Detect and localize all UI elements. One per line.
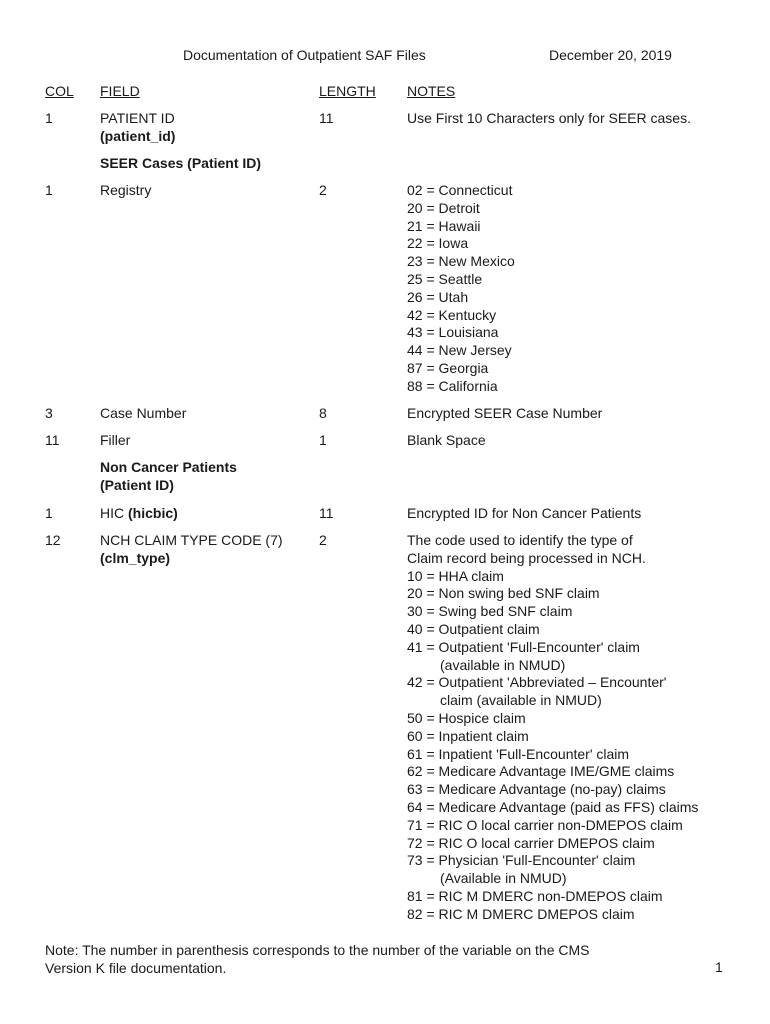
row-length: 2 xyxy=(319,182,327,198)
row-field xyxy=(100,505,178,523)
section-heading: SEER Cases (Patient ID) xyxy=(100,155,262,171)
row-col: 1 xyxy=(45,110,53,126)
footer-line: Note: The number in parenthesis corresponds to the number of the variable on the CMS xyxy=(45,942,590,958)
section-heading-line: Non Cancer Patients xyxy=(100,459,237,475)
field-variable: (hicbic) xyxy=(128,505,178,521)
note-line: 81 = RIC M DMERC non-DMEPOS claim xyxy=(407,887,663,904)
note-line: 73 = Physician 'Full-Encounter' claim xyxy=(407,852,636,869)
note-line: 40 = Outpatient claim xyxy=(407,620,540,637)
row-col: 11 xyxy=(45,432,60,448)
note-line: claim (available in NMUD) xyxy=(440,692,602,709)
note-line: 42 = Kentucky xyxy=(407,306,497,323)
row-length: 1 xyxy=(319,432,327,448)
note-line: (available in NMUD) xyxy=(440,656,566,673)
note-line: 22 = Iowa xyxy=(407,235,469,252)
row-notes xyxy=(407,182,515,396)
note-line: 87 = Georgia xyxy=(407,359,489,376)
note-line: 10 = HHA claim xyxy=(407,567,504,584)
note-line: 62 = Medicare Advantage IME/GME claims xyxy=(407,763,675,780)
row-length: 11 xyxy=(319,505,334,521)
footer-note xyxy=(45,941,590,977)
field-variable: (clm_type) xyxy=(100,549,171,566)
row-field: Registry xyxy=(100,182,152,198)
row-field xyxy=(100,532,283,568)
field-variable: (patient_id) xyxy=(100,127,176,144)
note-line: 88 = California xyxy=(407,377,498,394)
column-header-notes: NOTES xyxy=(407,83,456,99)
note-line: (Available in NMUD) xyxy=(440,870,567,887)
footer-line: Version K file documentation. xyxy=(45,960,227,976)
row-notes: Blank Space xyxy=(407,432,486,448)
row-field xyxy=(100,110,175,146)
note-line: 63 = Medicare Advantage (no-pay) claims xyxy=(407,781,666,798)
row-length: 8 xyxy=(319,405,327,421)
note-line: The code used to identify the type of xyxy=(407,532,633,548)
note-line: 25 = Seattle xyxy=(407,270,483,287)
row-field: Filler xyxy=(100,432,131,448)
row-length: 11 xyxy=(319,110,334,126)
note-line: 64 = Medicare Advantage (paid as FFS) claims xyxy=(407,798,699,815)
note-line: 20 = Non swing bed SNF claim xyxy=(407,585,600,602)
row-notes xyxy=(407,532,698,924)
field-name: HIC xyxy=(100,505,125,521)
note-line: 20 = Detroit xyxy=(407,199,480,216)
page-title: Documentation of Outpatient SAF Files xyxy=(183,47,426,63)
row-col: 12 xyxy=(45,532,61,548)
row-notes: Encrypted ID for Non Cancer Patients xyxy=(407,505,642,521)
column-header-field: FIELD xyxy=(100,83,140,99)
note-line: 23 = New Mexico xyxy=(407,253,515,270)
row-field: Case Number xyxy=(100,405,187,421)
note-line: 26 = Utah xyxy=(407,288,469,305)
column-header-length: LENGTH xyxy=(319,83,376,99)
note-line: 41 = Outpatient 'Full-Encounter' claim xyxy=(407,638,640,655)
row-col: 1 xyxy=(45,505,53,521)
note-line: 44 = New Jersey xyxy=(407,342,512,359)
note-line: 72 = RIC O local carrier DMEPOS claim xyxy=(407,834,655,851)
note-line: 43 = Louisiana xyxy=(407,324,499,341)
row-length: 2 xyxy=(319,532,327,548)
row-col: 1 xyxy=(45,182,53,198)
note-line: 42 = Outpatient 'Abbreviated – Encounter' xyxy=(407,674,667,691)
section-heading xyxy=(100,459,237,495)
note-line: 02 = Connecticut xyxy=(407,182,513,198)
note-line: Claim record being processed in NCH. xyxy=(407,549,646,566)
row-notes: Use First 10 Characters only for SEER cases. xyxy=(407,110,691,126)
note-line: 21 = Hawaii xyxy=(407,217,481,234)
note-line: 50 = Hospice claim xyxy=(407,709,526,726)
page-number: 1 xyxy=(715,959,723,975)
section-heading-line: (Patient ID) xyxy=(100,476,174,493)
note-line: 61 = Inpatient 'Full-Encounter' claim xyxy=(407,745,630,762)
note-line: 82 = RIC M DMERC DMEPOS claim xyxy=(407,905,635,922)
note-line: 71 = RIC O local carrier non-DMEPOS claim xyxy=(407,816,683,833)
note-line: 60 = Inpatient claim xyxy=(407,727,529,744)
field-name: PATIENT ID xyxy=(100,110,175,126)
document-date: December 20, 2019 xyxy=(549,47,672,63)
row-col: 3 xyxy=(45,405,53,421)
field-name: NCH CLAIM TYPE CODE (7) xyxy=(100,532,283,548)
column-header-col: COL xyxy=(45,83,74,99)
row-notes: Encrypted SEER Case Number xyxy=(407,405,603,421)
note-line: 30 = Swing bed SNF claim xyxy=(407,603,573,620)
